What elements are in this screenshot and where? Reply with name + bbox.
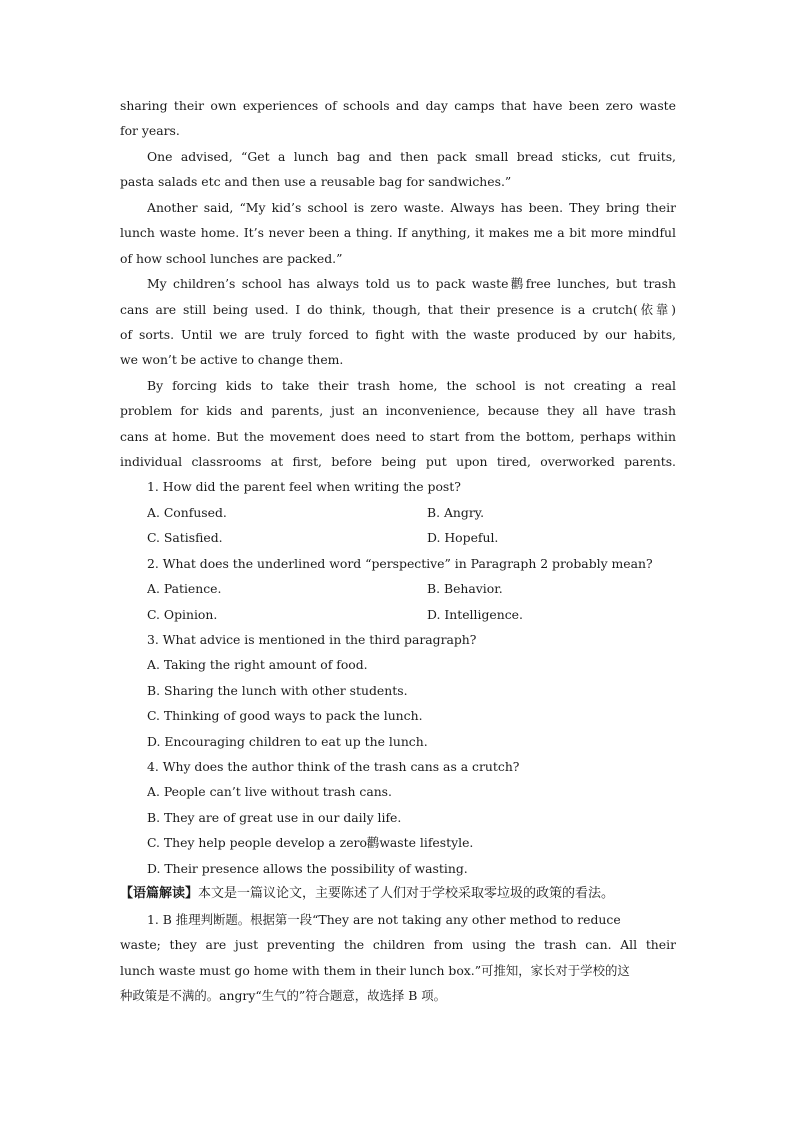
passage-p5-line4: individual classrooms at first, before being put upon tired, overworked parents.: [120, 454, 676, 469]
question-4-option-b: B. They are of great use in our daily life.: [147, 810, 402, 825]
answer-1-line2: waste; they are just preventing the children from using the trash can. All their: [120, 937, 676, 952]
question-4-option-a: A. People can’t live without trash cans.: [147, 784, 392, 799]
passage-p3-line2: lunch waste home. It’s never been a thing. If anything, it makes me a bit more mindful: [120, 225, 676, 240]
question-1-option-d: D. Hopeful.: [427, 530, 499, 545]
passage-p4-line2: cans are still being used. I do think, though, that their presence is a crutch(依靠): [120, 302, 676, 317]
passage-p4-line4: we won’t be active to change them.: [120, 352, 344, 367]
question-2-option-a: A. Patience.: [147, 581, 222, 596]
question-4-option-d: D. Their presence allows the possibility of wasting.: [147, 861, 468, 876]
question-1-stem: 1. How did the parent feel when writing the post?: [147, 479, 461, 494]
passage-p5-line2: problem for kids and parents, just an inconvenience, because they all have trash: [120, 403, 676, 418]
answer-1-line4: 种政策是不满的。angry“生气的”符合题意，故选择 B 项。: [120, 988, 447, 1003]
question-2-stem: 2. What does the underlined word “perspective” in Paragraph 2 probably mean?: [147, 556, 653, 571]
question-3-stem: 3. What advice is mentioned in the third paragraph?: [147, 632, 477, 647]
passage-p3-line1: Another said, “My kid’s school is zero waste. Always has been. They bring their: [147, 200, 676, 215]
passage-p1-line2: for years.: [120, 123, 180, 138]
passage-p3-line3: of how school lunches are packed.”: [120, 251, 343, 266]
answer-1-line1: 1. B 推理判断题。根据第一段“They are not taking any other method to reduce: [147, 912, 621, 927]
question-1-option-a: A. Confused.: [147, 505, 227, 520]
question-3-option-c: C. Thinking of good ways to pack the lunch.: [147, 708, 423, 723]
question-3-option-a: A. Taking the right amount of food.: [147, 657, 368, 672]
passage-p4-line1: My children’s school has always told us to pack waste鹳free lunches, but trash: [147, 276, 676, 291]
question-2-option-b: B. Behavior.: [427, 581, 503, 596]
analysis-summary-line: [120, 885, 680, 903]
question-1-option-c: C. Satisfied.: [147, 530, 223, 545]
question-3-option-b: B. Sharing the lunch with other students.: [147, 683, 408, 698]
question-4-stem: 4. Why does the author think of the trash cans as a crutch?: [147, 759, 520, 774]
passage-p1-line1: sharing their own experiences of schools and day camps that have been zero waste: [120, 98, 676, 113]
analysis-tag: 【语篇解读】: [120, 886, 199, 901]
question-2-option-c: C. Opinion.: [147, 607, 218, 622]
question-2-option-d: D. Intelligence.: [427, 607, 523, 622]
passage-p5-line3: cans at home. But the movement does need to start from the bottom, perhaps within: [120, 429, 676, 444]
passage-p2-line1: One advised, “Get a lunch bag and then pack small bread sticks, cut fruits,: [147, 149, 676, 164]
question-1-option-b: B. Angry.: [427, 505, 485, 520]
answer-1-line3: lunch waste must go home with them in their lunch box.”可推知，家长对于学校的这: [120, 963, 630, 978]
question-4-option-c: C. They help people develop a zero鹳waste lifestyle.: [147, 835, 474, 850]
question-3-option-d: D. Encouraging children to eat up the lunch.: [147, 734, 428, 749]
analysis-summary: 本文是一篇议论文，主要陈述了人们对于学校采取零垃圾的政策的看法。: [198, 886, 615, 901]
passage-p4-line3: of sorts. Until we are truly forced to fight with the waste produced by our habits,: [120, 327, 676, 342]
passage-p5-line1: By forcing kids to take their trash home, the school is not creating a real: [147, 378, 676, 393]
passage-p2-line2: pasta salads etc and then use a reusable bag for sandwiches.”: [120, 174, 512, 189]
